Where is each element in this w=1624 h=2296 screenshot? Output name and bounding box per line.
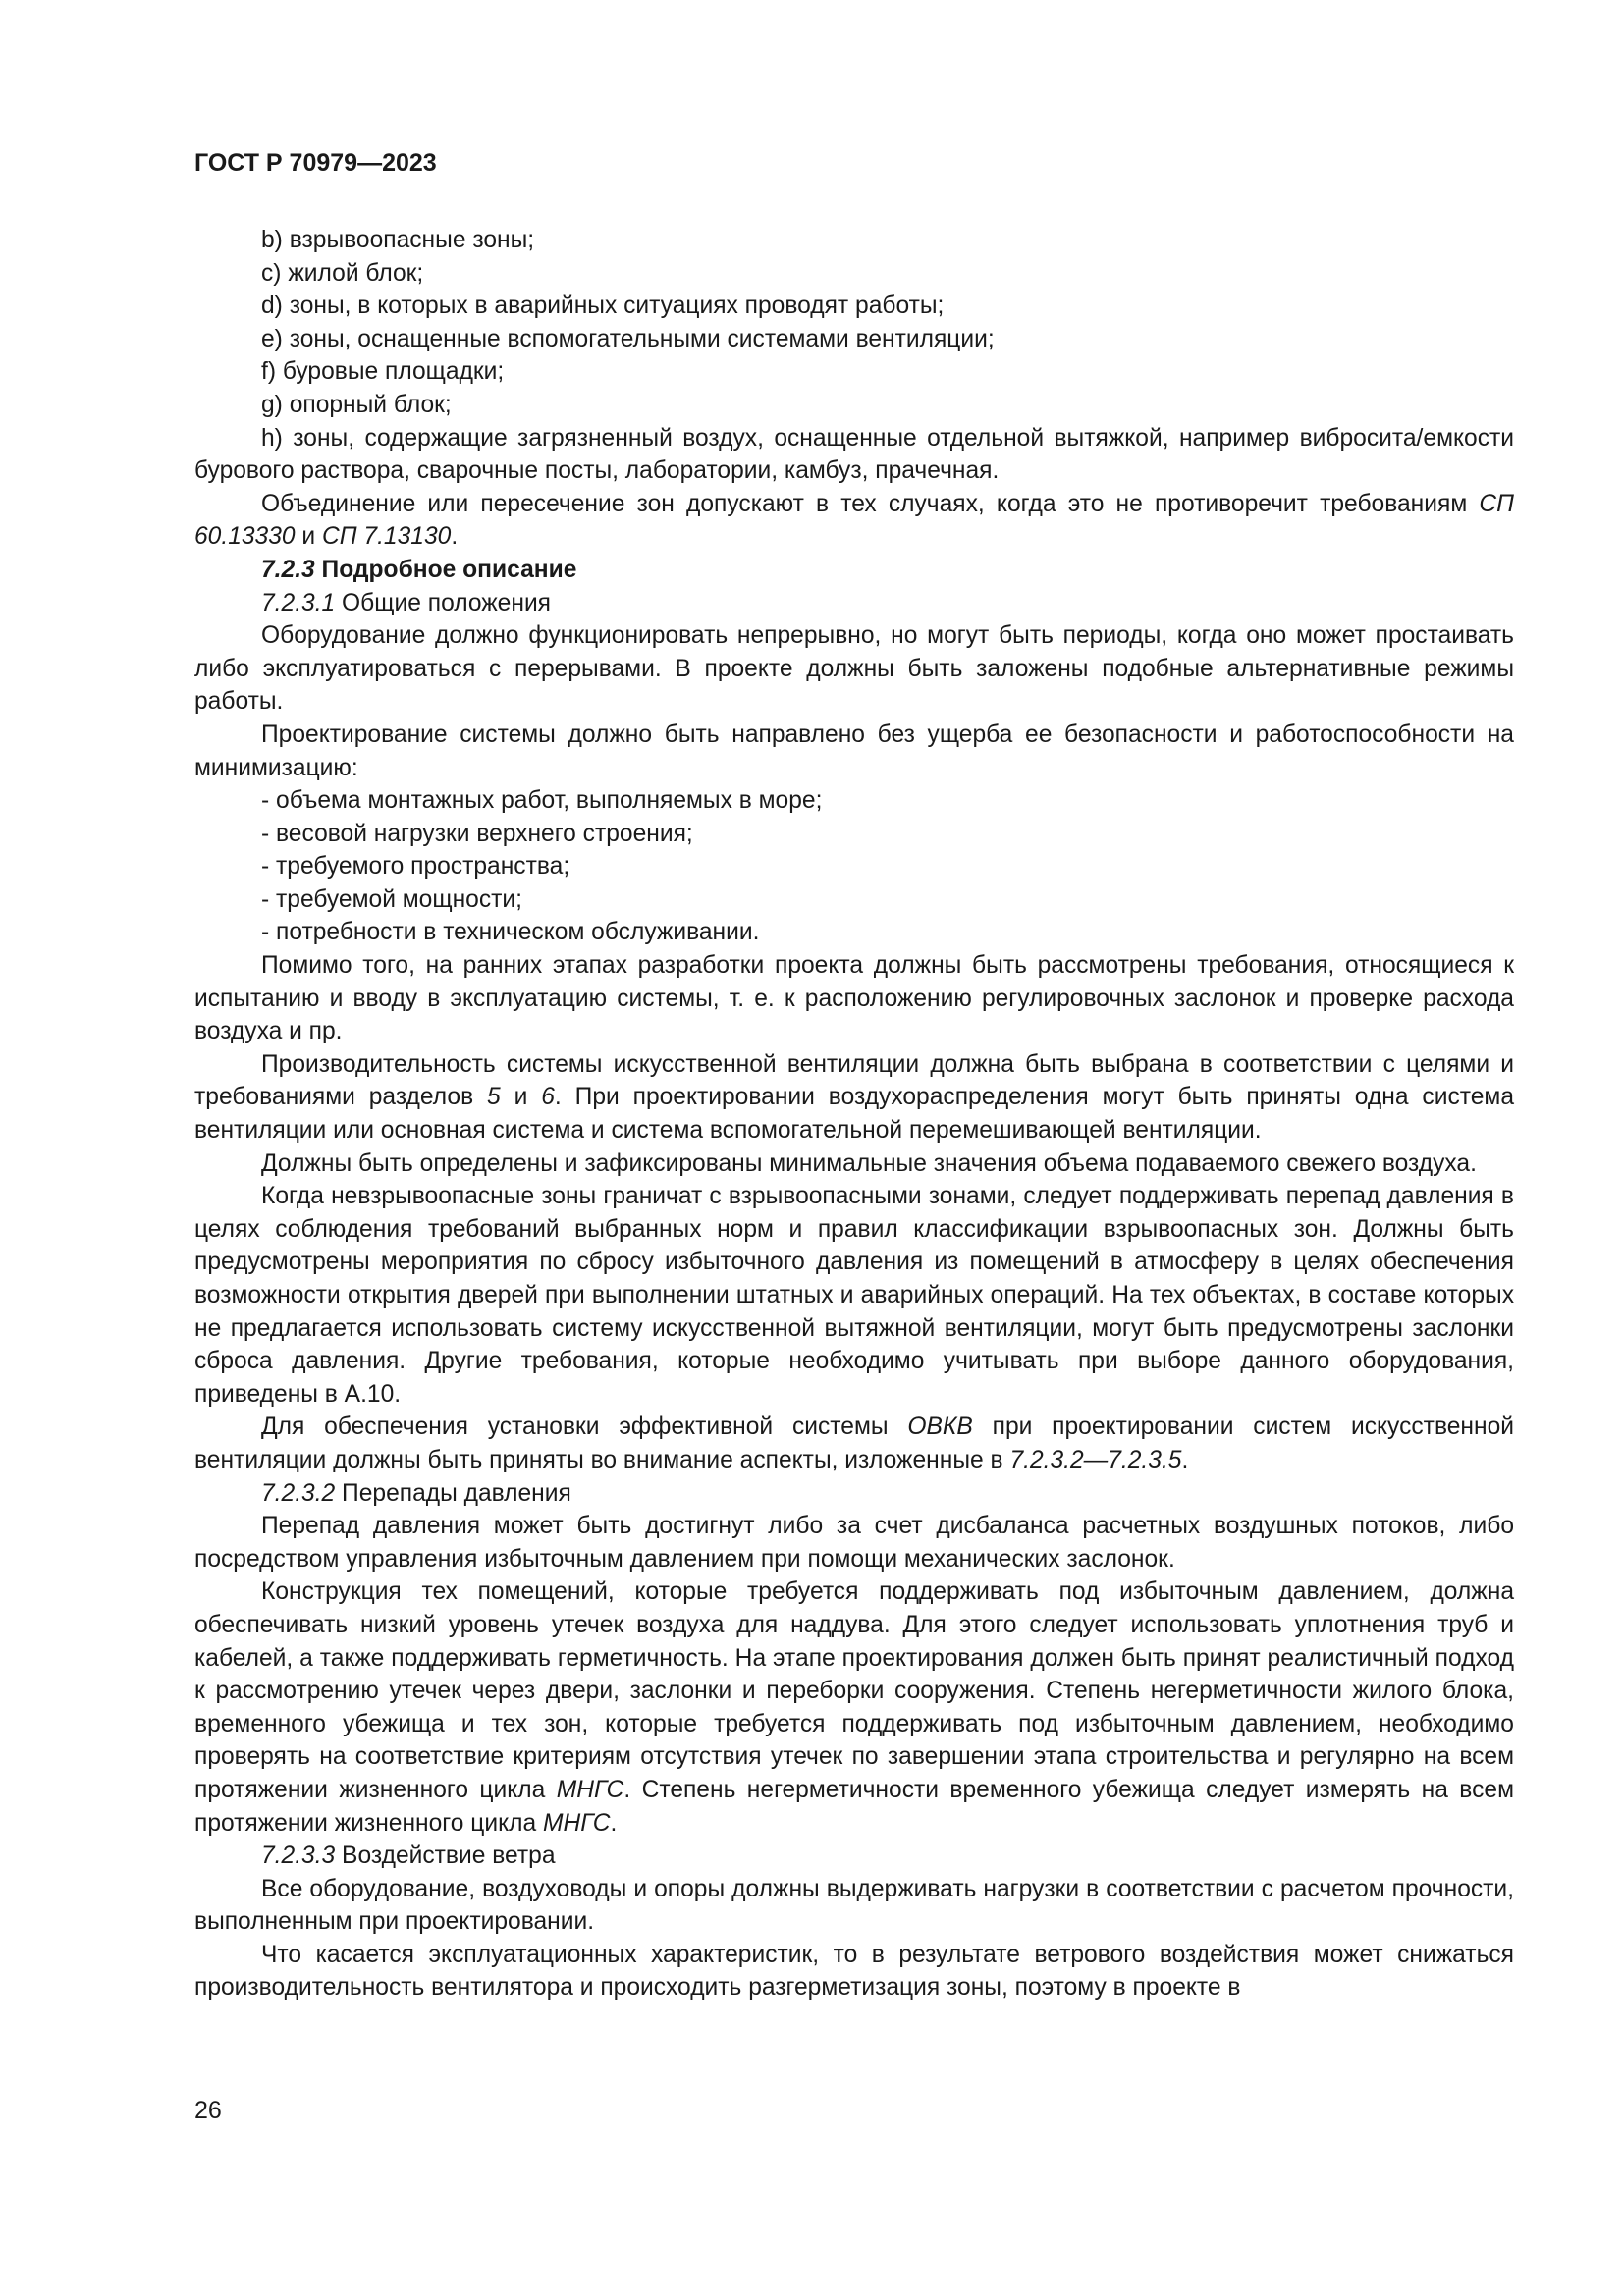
paragraph: Должны быть определены и зафиксированы минимальные значения объема подаваемого свежего воздуха.	[261, 1149, 1477, 1177]
subsection-heading-7-2-3-3: 7.2.3.3 Воздействие ветра	[261, 1842, 556, 1870]
list-item: c) жилой блок;	[261, 259, 424, 287]
paragraph: Когда невзрывоопасные зоны граничат с взрывоопасными зонами, следует поддерживать перепад давления в целях соблюдения требований выбранных норм и правил классификации взрывоопасных зон. Должны быть предусмотрены мероприятия по сбросу избыточного давления из помещений в атмосферу в целях обеспечения возможности открытия дверей при выполнении штатных и аварийных операций. На тех объектах, в составе которых не предлагается использовать систему искусственной вытяжной вентиляции, могут быть предусмотрены заслонки сброса давления. Другие требования, которые необходимо учитывать при выборе данного оборудования, приведены в А.10.	[194, 1183, 1514, 1408]
paragraph: Оборудование должно функционировать непрерывно, но могут быть периоды, когда оно может простаивать либо эксплуатироваться с перерывами. В проекте должны быть заложены подобные альтернативные режимы работы.	[194, 622, 1514, 716]
section-heading-7-2-3: 7.2.3 Подробное описание	[261, 556, 577, 583]
list-item: g) опорный блок;	[261, 391, 452, 418]
list-item: f) буровые площадки;	[261, 358, 505, 386]
dash-list-item: - весовой нагрузки верхнего строения;	[261, 820, 693, 847]
document-body	[194, 224, 1514, 2004]
page-number: 26	[194, 2097, 222, 2124]
list-item: h) зоны, содержащие загрязненный воздух, оснащенные отдельной вытяжкой, например вибросита/емкости бурового раствора, сварочные посты, лаборатории, камбуз, прачечная.	[194, 424, 1514, 485]
document-code-header: ГОСТ Р 70979—2023	[194, 149, 437, 177]
paragraph: Проектирование системы должно быть направлено без ущерба ее безопасности и работоспособности на минимизацию:	[194, 721, 1514, 781]
paragraph-zone-merge: Объединение или пересечение зон допускают в тех случаях, когда это не противоречит требованиям СП 60.13330 и СП 7.13130.	[194, 490, 1514, 551]
list-item: b) взрывоопасные зоны;	[261, 227, 535, 253]
paragraph-capacity: Производительность системы искусственной вентиляции должна быть выбрана в соответствии с целями и требованиями разделов 5 и 6. При проектировании воздухораспределения могут быть приняты одна система вентиляции или основная система и система вспомогательной перемешивающей вентиляции.	[194, 1050, 1515, 1145]
paragraph: Все оборудование, воздуховоды и опоры должны выдерживать нагрузки в соответствии с расчетом прочности, выполненным при проектировании.	[194, 1875, 1514, 1936]
paragraph-ovkv: Для обеспечения установки эффективной системы ОВКВ при проектировании систем искусственной вентиляции должны быть приняты во внимание аспекты, изложенные в 7.2.3.2—7.2.3.5.	[194, 1414, 1514, 1473]
list-item: e) зоны, оснащенные вспомогательными системами вентиляции;	[261, 325, 995, 352]
dash-list-item: - требуемой мощности;	[261, 885, 522, 913]
subsection-heading-7-2-3-2: 7.2.3.2 Перепады давления	[261, 1479, 571, 1507]
paragraph-construction: Конструкция тех помещений, которые требуется поддерживать под избыточным давлением, должна обеспечивать низкий уровень утечек воздуха для наддува. Для этого следует использовать уплотнения труб и кабелей, а также поддерживать герметичность. На этапе проектирования должен быть принят реалистичный подход к рассмотрению утечек через двери, заслонки и переборки сооружения. Степень негерметичности жилого блока, временного убежища и тех зон, которые требуется поддерживать под избыточным давлением, необходимо проверять на соответствие критериям отсутствия утечек по завершении этапа строительства и регулярно на всем протяжении жизненного цикла МНГС. Степень негерметичности временного убежища следует измерять на всем протяжении жизненного цикла МНГС.	[194, 1578, 1514, 1837]
paragraph: Что касается эксплуатационных характеристик, то в результате ветрового воздействия может снижаться производительность вентилятора и происходить разгерметизация зоны, поэтому в проекте в	[194, 1941, 1514, 2002]
subsection-heading-7-2-3-1: 7.2.3.1 Общие положения	[261, 589, 552, 616]
reference-sp-7: СП 7.13130	[321, 523, 452, 551]
dash-list-item: - потребности в техническом обслуживании.	[261, 919, 760, 946]
dash-list-item: - требуемого пространства;	[261, 853, 570, 881]
reference-sp-60: СП 60.13330	[194, 490, 1514, 551]
paragraph: Помимо того, на ранних этапах разработки проекта должны быть рассмотрены требования, относящиеся к испытанию и вводу в эксплуатацию системы, т. е. к расположению регулировочных заслонок и проверке расхода воздуха и пр.	[194, 952, 1514, 1045]
paragraph: Перепад давления может быть достигнут либо за счет дисбаланса расчетных воздушных потоков, либо посредством управления избыточным давлением при помощи механических заслонок.	[194, 1513, 1514, 1573]
dash-list-item: - объема монтажных работ, выполняемых в море;	[261, 787, 823, 815]
list-item: d) зоны, в которых в аварийных ситуациях проводят работы;	[261, 293, 945, 320]
